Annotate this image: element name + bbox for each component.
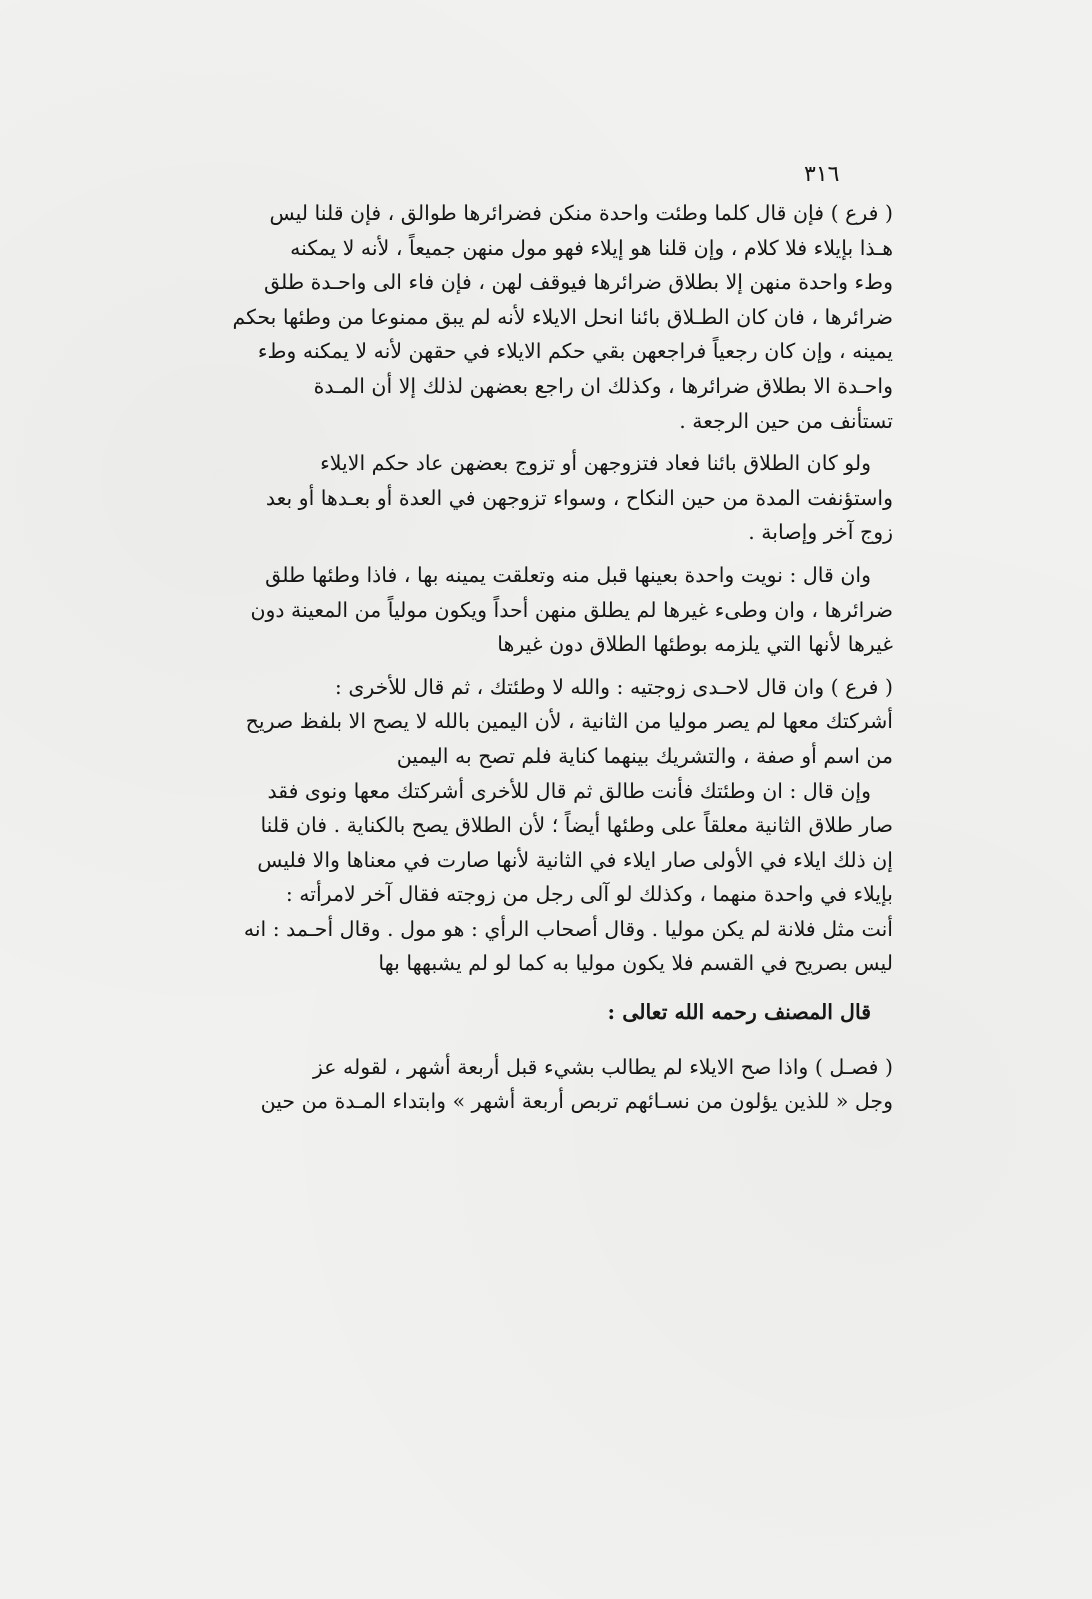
- text-line: صار طلاق الثانية معلقاً على وطئها أيضاً ؛ لأن الطلاق يصح بالكناية . فان قلنا: [260, 813, 893, 838]
- paragraph-3: [165, 558, 893, 662]
- section-heading: قال المصنف رحمه الله تعالى :: [607, 1000, 871, 1025]
- text-line: زوج آخر وإصابة .: [748, 520, 893, 545]
- text-line: ولو كان الطلاق بائنا فعاد فتزوجهن أو تزوج بعضهن عاد حكم الايلاء: [320, 451, 871, 476]
- text-line: ضرائرها ، وان وطىء غيرها لم يطلق منهن أحداً ويكون مولياً من المعينة دون: [250, 597, 893, 622]
- text-line: ( فصـل ) واذا صح الايلاء لم يطالب بشيء قبل أربعة أشهر ، لقوله عز: [312, 1054, 893, 1079]
- text-line: من اسم أو صفة ، والتشريك بينهما كناية فلم تصح به اليمين: [396, 743, 893, 768]
- paragraph-2: [165, 446, 893, 550]
- text-line: هـذا بإيلاء فلا كلام ، وإن قلنا هو إيلاء فهو مول منهن جميعاً ، لأنه لا يمكنه: [290, 235, 893, 260]
- text-line: وان قال : نويت واحدة بعينها قبل منه وتعلقت يمينه بها ، فاذا وطئها طلق: [265, 562, 871, 587]
- body-text: [165, 196, 893, 1119]
- paragraph-5: [165, 774, 893, 982]
- text-line: ليس بصريح في القسم فلا يكون موليا به كما لو لم يشبهها بها: [378, 951, 893, 976]
- text-line: واحـدة الا بطلاق ضرائرها ، وكذلك ان راجع بعضهن لذلك إلا أن المـدة: [313, 373, 893, 398]
- text-line: تستأنف من حين الرجعة .: [679, 408, 893, 433]
- text-line: ضرائرها ، فان كان الطـلاق بائنا انحل الايلاء لأنه لم يبق ممنوعا من وطئها بحكم: [232, 304, 893, 329]
- paragraph-1: [165, 196, 893, 438]
- text-line: واستؤنفت المدة من حين النكاح ، وسواء تزوجهن في العدة أو بعـدها أو بعد: [265, 485, 893, 510]
- text-line: غيرها لأنها التي يلزمه بوطئها الطلاق دون غيرها: [497, 632, 893, 657]
- text-line: وإن قال : ان وطئتك فأنت طالق ثم قال للأخرى أشركتك معها ونوى فقد: [267, 778, 871, 803]
- paragraph-4: [165, 670, 893, 774]
- text-line: ( فرع ) وان قال لاحـدى زوجتيه : والله لا وطئتك ، ثم قال للأخرى :: [334, 674, 893, 699]
- text-line: وطء واحدة منهن إلا بطلاق ضرائرها فيوقف لهن ، فإن فاء الى واحـدة طلق: [263, 270, 893, 295]
- text-line: يمينه ، وإن كان رجعياً فراجعهن بقي حكم الايلاء في حقهن لأنه لا يمكنه وطء: [257, 339, 893, 364]
- text-line: بإيلاء في واحدة منهما ، وكذلك لو آلى رجل من زوجته فقال آخر لامرأته :: [285, 882, 893, 907]
- paragraph-final: [165, 1050, 893, 1119]
- text-line: أشركتك معها لم يصر موليا من الثانية ، لأن اليمين بالله لا يصح الا بلفظ صريح: [245, 709, 893, 734]
- page-number: ٣١٦: [804, 162, 840, 187]
- text-line: وجل « للذين يؤلون من نسـائهم تربص أربعة أشهر » وابتداء المـدة من حين: [260, 1089, 893, 1114]
- text-line: أنت مثل فلانة لم يكن موليا . وقال أصحاب الرأي : هو مول . وقال أحـمد : انه: [243, 916, 893, 941]
- text-line: ( فرع ) فإن قال كلما وطئت واحدة منكن فضرائرها طوالق ، فإن قلنا ليس: [269, 201, 893, 225]
- text-line: إن ذلك ايلاء في الأولى صار ايلاء في الثانية لأنها صارت في معناها والا فليس: [257, 847, 893, 872]
